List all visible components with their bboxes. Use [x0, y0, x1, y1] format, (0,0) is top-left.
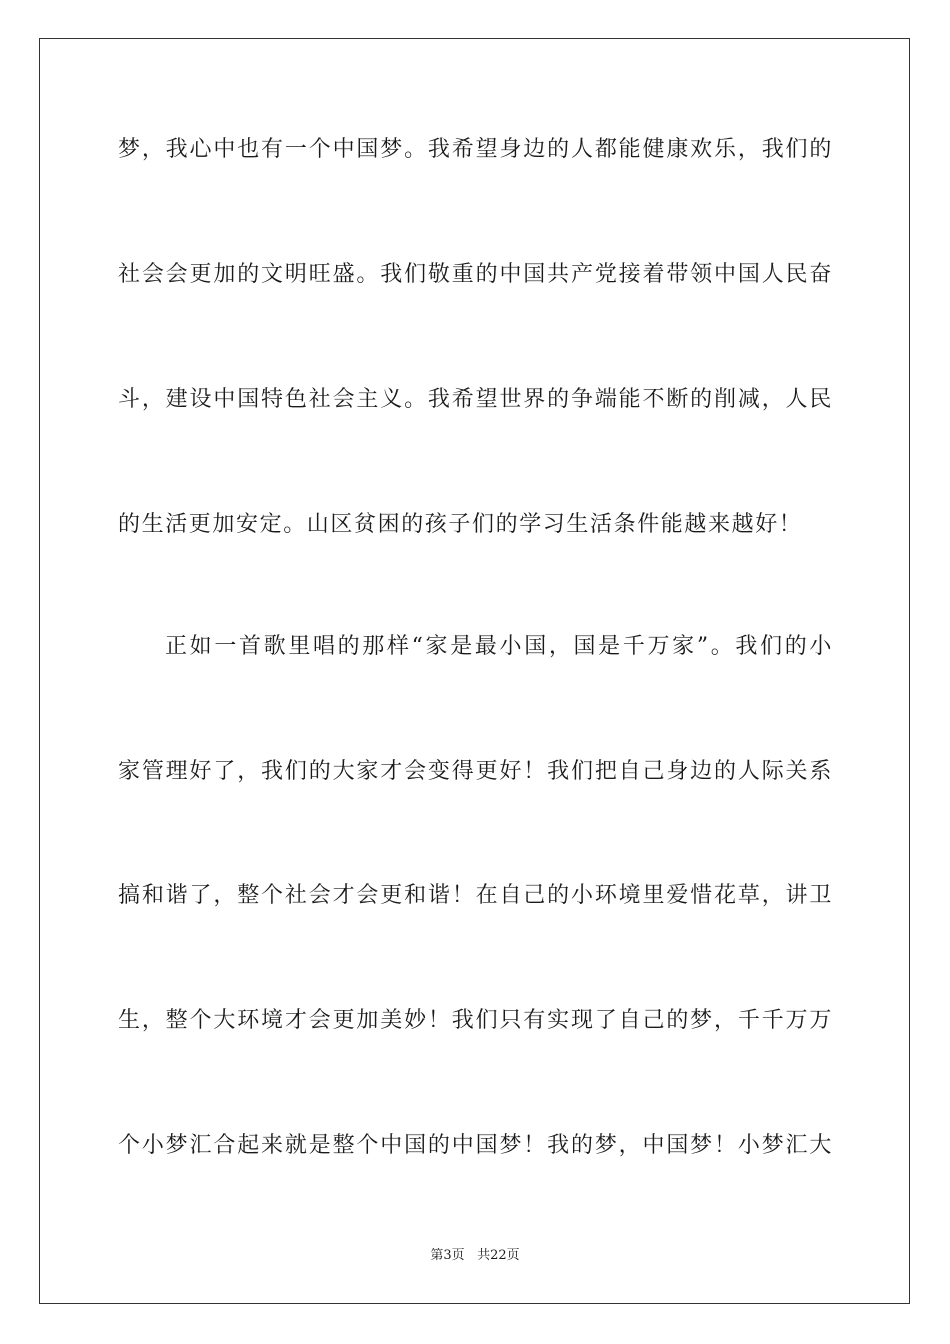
page-footer — [0, 1247, 950, 1265]
page-border — [39, 38, 910, 1304]
text-line: 社会会更加的文明旺盛。我们敬重的中国共产党接着带领中国人民奋 — [118, 262, 833, 287]
text-line: 个小梦汇合起来就是整个中国的中国梦！我的梦，中国梦！小梦汇大 — [118, 1133, 833, 1158]
page-total: 共22页 — [477, 1248, 520, 1263]
text-line: 斗，建设中国特色社会主义。我希望世界的争端能不断的削减，人民 — [118, 387, 833, 412]
page-number: 第3页 — [430, 1248, 465, 1263]
text-line: 搞和谐了，整个社会才会更和谐！在自己的小环境里爱惜花草，讲卫 — [118, 883, 833, 908]
text-line: 梦，我心中也有一个中国梦。我希望身边的人都能健康欢乐，我们的 — [118, 137, 833, 162]
text-line: 的生活更加安定。山区贫困的孩子们的学习生活条件能越来越好！ — [118, 512, 803, 537]
text-line: 生，整个大环境才会更加美妙！我们只有实现了自己的梦，千千万万 — [118, 1008, 833, 1033]
text-line: 家管理好了，我们的大家才会变得更好！我们把自己身边的人际关系 — [118, 759, 833, 784]
paragraph-first-line: 正如一首歌里唱的那样“家是最小国，国是千万家”。我们的小 — [165, 634, 833, 659]
